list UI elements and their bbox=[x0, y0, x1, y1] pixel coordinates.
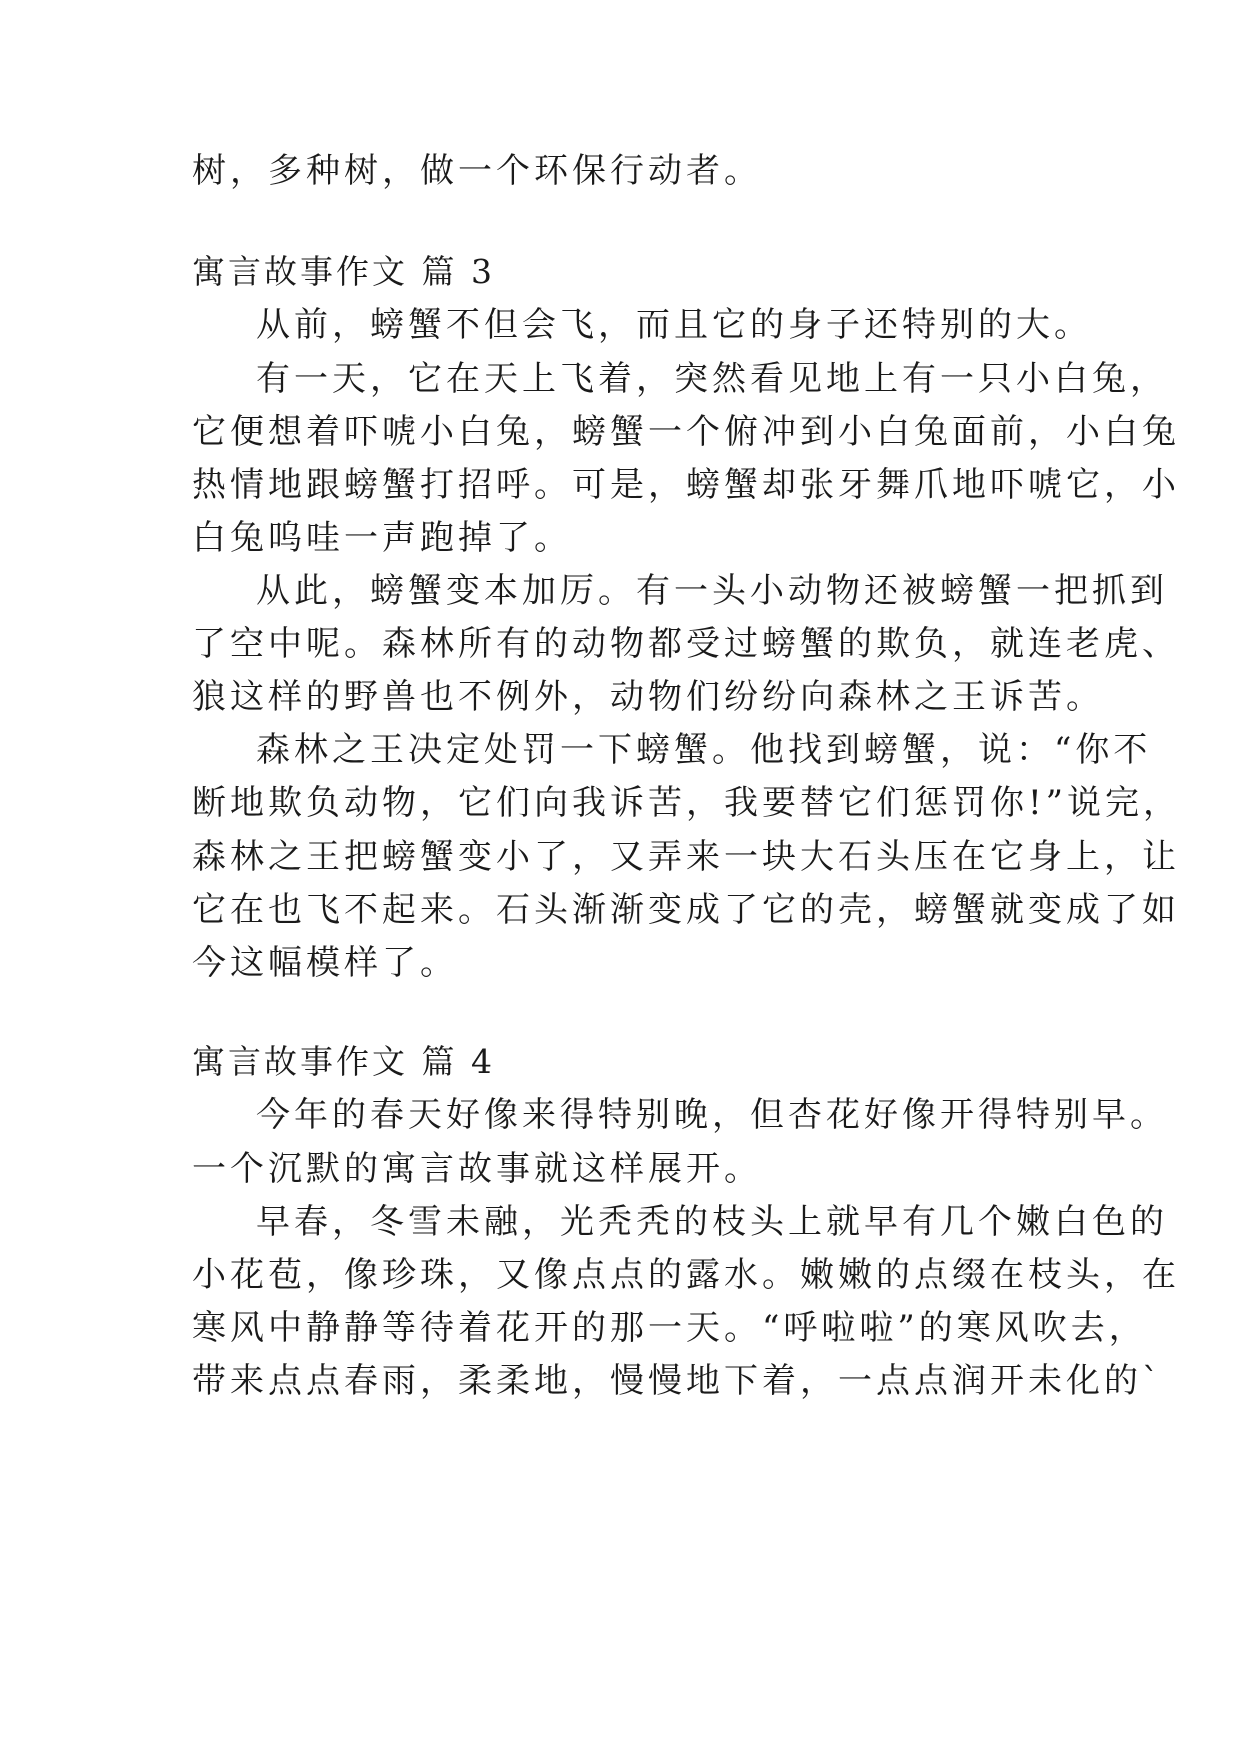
paragraph-line: 今年的春天好像来得特别晚，但杏花好像开得特别早。 bbox=[256, 1095, 1168, 1135]
paragraph-line: 一个沉默的寓言故事就这样展开。 bbox=[192, 1149, 762, 1189]
paragraph-line: 从前，螃蟹不但会飞，而且它的身子还特别的大。 bbox=[256, 305, 1092, 345]
paragraph-line: 森林之王把螃蟹变小了，又弄来一块大石头压在它身上，让 bbox=[192, 837, 1180, 877]
paragraph-line: 早春，冬雪未融，光秃秃的枝头上就早有几个嫩白色的 bbox=[256, 1202, 1168, 1242]
paragraph-line: 断地欺负动物，它们向我诉苦，我要替它们惩罚你!”说完， bbox=[192, 783, 1182, 823]
section-heading: 寓言故事作文 篇 3 bbox=[192, 252, 495, 291]
paragraph-line: 带来点点春雨，柔柔地，慢慢地下着，一点点润开未化的` bbox=[192, 1361, 1163, 1401]
paragraph-line: 热情地跟螃蟹打招呼。可是，螃蟹却张牙舞爪地吓唬它，小 bbox=[192, 465, 1180, 505]
paragraph-line: 了空中呢。森林所有的动物都受过螃蟹的欺负，就连老虎、 bbox=[192, 624, 1180, 664]
paragraph-line: 树，多种树，做一个环保行动者。 bbox=[192, 151, 762, 191]
paragraph-line: 小花苞，像珍珠，又像点点的露水。嫩嫩的点缀在枝头，在 bbox=[192, 1255, 1180, 1295]
paragraph-line: 寒风中静静等待着花开的那一天。“呼啦啦”的寒风吹去， bbox=[192, 1308, 1147, 1348]
paragraph-line: 今这幅模样了。 bbox=[192, 943, 458, 983]
paragraph-line: 有一天，它在天上飞着，突然看见地上有一只小白兔， bbox=[256, 359, 1168, 399]
paragraph-line: 从此，螃蟹变本加厉。有一头小动物还被螃蟹一把抓到 bbox=[256, 571, 1168, 611]
paragraph-line: 它便想着吓唬小白兔，螃蟹一个俯冲到小白兔面前，小白兔 bbox=[192, 412, 1180, 452]
paragraph-line: 森林之王决定处罚一下螃蟹。他找到螃蟹，说：“你不 bbox=[256, 730, 1152, 770]
paragraph-line: 白兔呜哇一声跑掉了。 bbox=[192, 518, 572, 558]
paragraph-line: 它在也飞不起来。石头渐渐变成了它的壳，螃蟹就变成了如 bbox=[192, 890, 1180, 930]
paragraph-line: 狼这样的野兽也不例外，动物们纷纷向森林之王诉苦。 bbox=[192, 677, 1104, 717]
section-heading: 寓言故事作文 篇 4 bbox=[192, 1042, 495, 1081]
